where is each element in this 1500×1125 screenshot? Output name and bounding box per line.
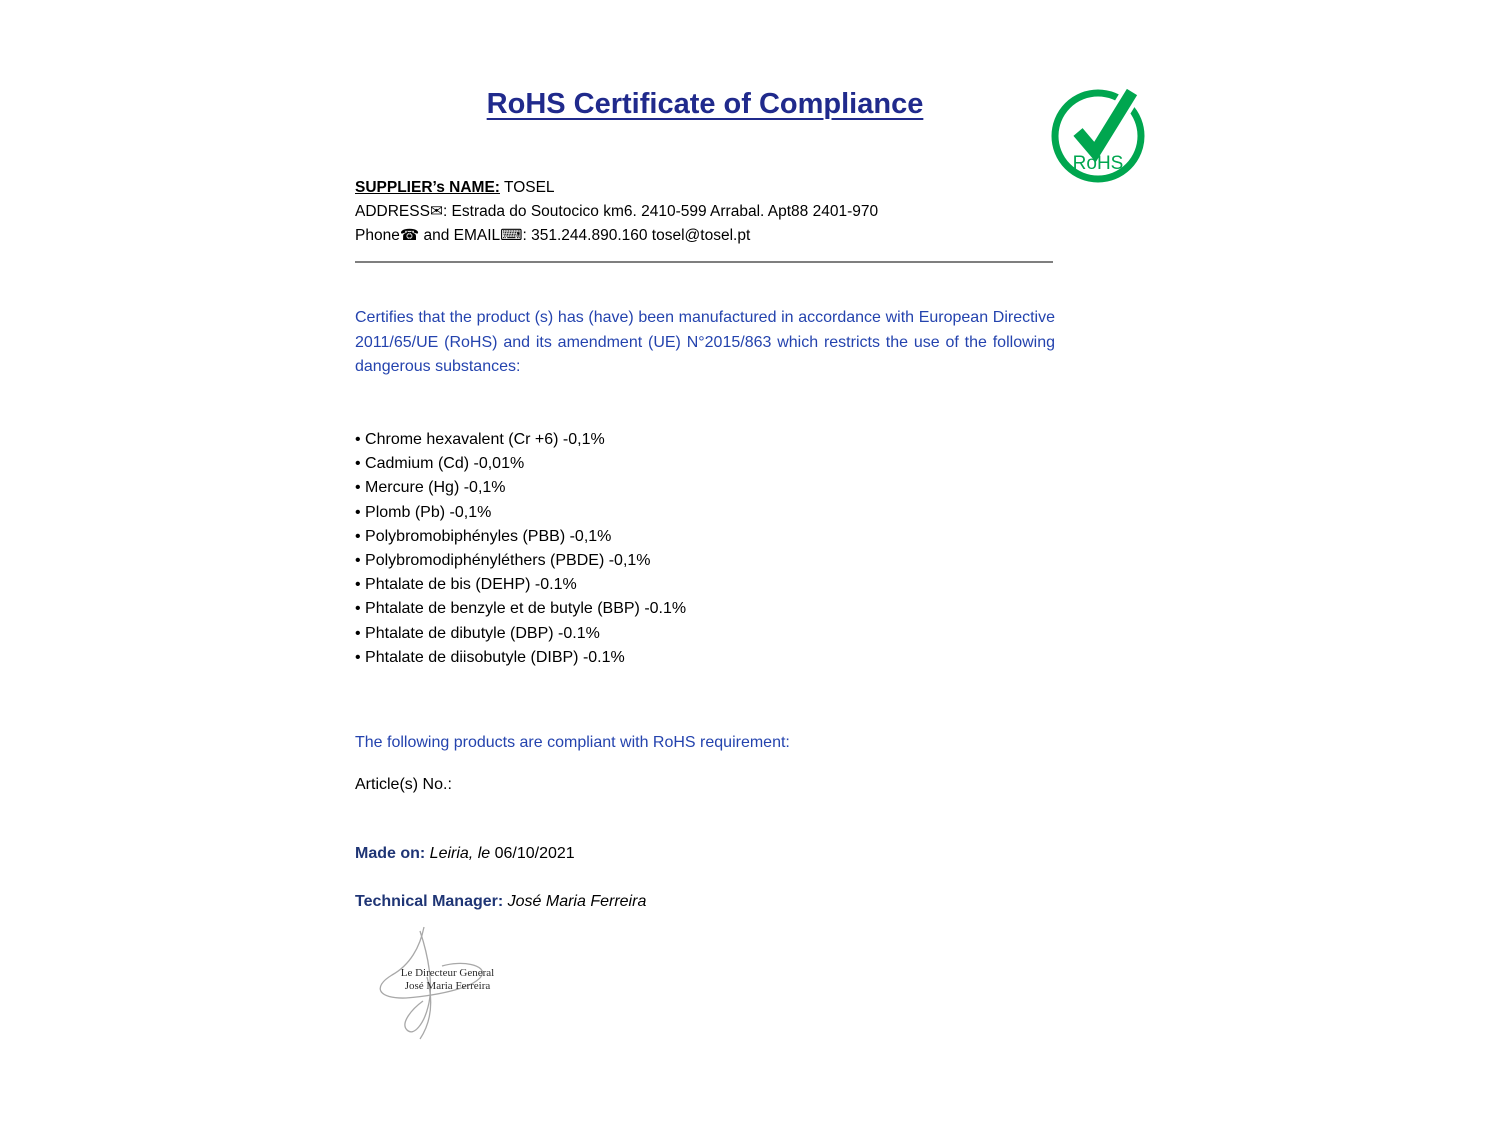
envelope-icon: ✉ xyxy=(429,203,443,220)
substance-item: • Phtalate de bis (DEHP) -0.1% xyxy=(355,573,686,597)
substance-item: • Cadmium (Cd) -0,01% xyxy=(355,452,686,476)
phone-icon: ☎ xyxy=(399,227,420,244)
supplier-name-line xyxy=(355,176,878,200)
made-on-line xyxy=(355,845,575,863)
certification-statement: Certifies that the product (s) has (have) been manufactured in accordance with European Directive 2011/65/UE (RoHS) and its amendment (UE) N°2015/863 which restricts the use of the following dangerous substances: xyxy=(355,309,1055,375)
technical-manager-name: José Maria Ferreira xyxy=(503,893,647,910)
computer-icon: ⌨ xyxy=(500,227,523,244)
signature-text xyxy=(390,967,505,993)
substance-item: • Polybromodiphényléthers (PBDE) -0,1% xyxy=(355,549,686,573)
signature-name: José Maria Ferreira xyxy=(404,980,491,992)
substance-item: • Plomb (Pb) -0,1% xyxy=(355,501,686,525)
supplier-address-line xyxy=(355,200,878,224)
substance-item: • Polybromobiphényles (PBB) -0,1% xyxy=(355,525,686,549)
substance-item: • Phtalate de diisobutyle (DIBP) -0.1% xyxy=(355,646,686,670)
substance-item: • Chrome hexavalent (Cr +6) -0,1% xyxy=(355,428,686,452)
signature-title: Le Directeur General xyxy=(400,967,495,979)
email-label: and EMAIL xyxy=(419,227,501,244)
rohs-check-icon xyxy=(1050,80,1150,188)
compliance-statement: The following products are compliant with RoHS requirement: xyxy=(355,734,790,751)
supplier-contact-line xyxy=(355,224,878,248)
substance-item: • Phtalate de benzyle et de butyle (BBP) -0.1% xyxy=(355,597,686,621)
supplier-name-value: TOSEL xyxy=(499,179,555,196)
technical-manager-label: Technical Manager: xyxy=(355,893,504,910)
articles-label: Article(s) No.: xyxy=(355,776,452,793)
contact-value: : 351.244.890.160 tosel@tosel.pt xyxy=(522,227,751,244)
address-label: ADDRESS xyxy=(355,203,430,220)
rohs-logo xyxy=(1050,80,1150,188)
made-on-label: Made on: xyxy=(355,845,426,862)
phone-label: Phone xyxy=(355,227,400,244)
rohs-logo-label: RoHS xyxy=(1072,153,1124,174)
page-title: RoHS Certificate of Compliance xyxy=(486,88,924,120)
technical-manager-line xyxy=(355,893,646,911)
address-value: : Estrada do Soutocico km6. 2410-599 Arrabal. Apt88 2401-970 xyxy=(442,203,879,220)
supplier-name-label: SUPPLIER’s NAME: xyxy=(355,179,500,196)
substance-item: • Mercure (Hg) -0,1% xyxy=(355,476,686,500)
made-on-place: Leiria, le xyxy=(425,845,495,862)
made-on-date: 06/10/2021 xyxy=(494,845,575,862)
substance-item: • Phtalate de dibutyle (DBP) -0.1% xyxy=(355,622,686,646)
substances-list xyxy=(355,428,686,670)
separator-line xyxy=(355,261,1053,263)
signature-block xyxy=(360,925,500,1045)
supplier-block xyxy=(355,176,878,248)
